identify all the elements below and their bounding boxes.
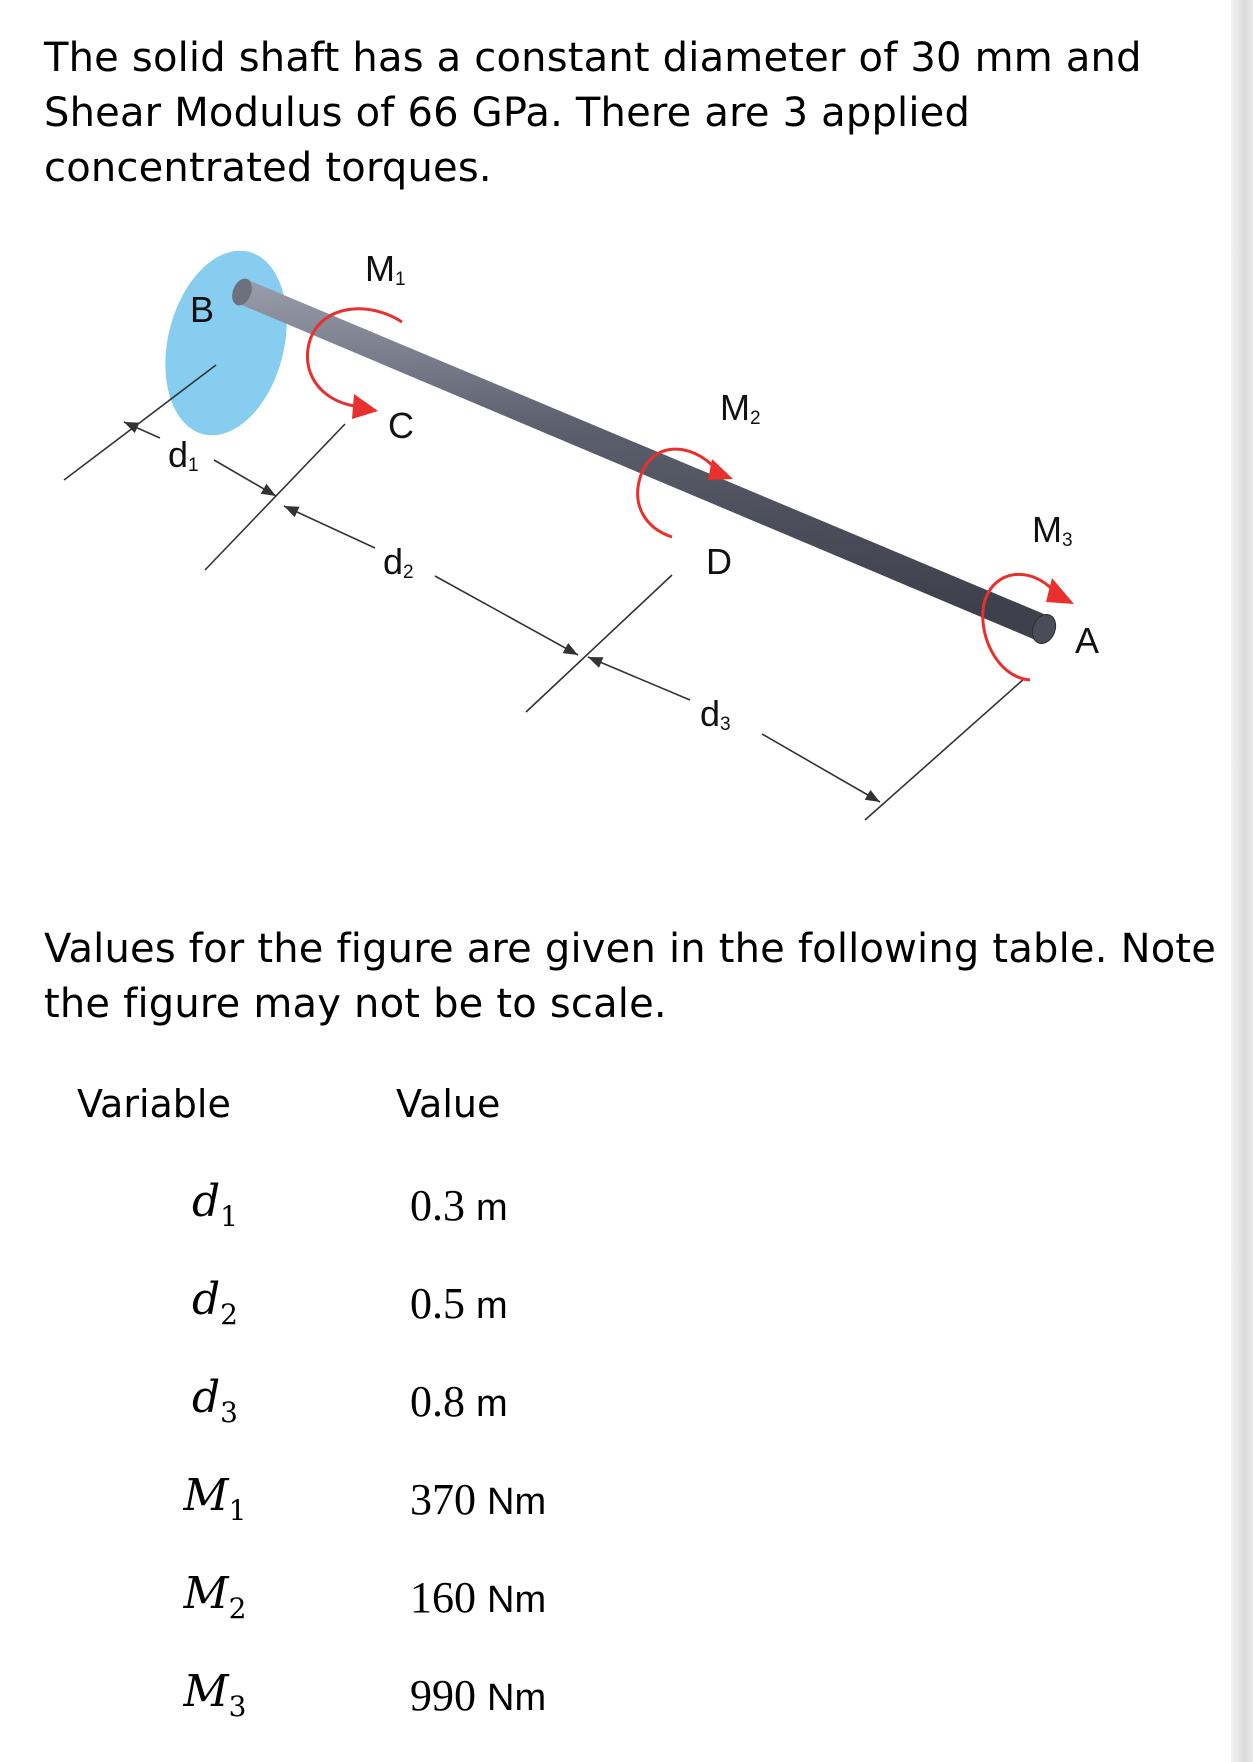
label-m1: M1 (365, 248, 406, 290)
table-note: Values for the figure are given in the following table. Note the figure may not be to scale. (44, 926, 1217, 1027)
label-point-b: B (190, 289, 215, 330)
shaft (228, 276, 1059, 647)
variable-cell: $M_2$ (183, 1568, 247, 1625)
variable-cell: $M_3$ (183, 1666, 247, 1723)
variable-cell: $d_1$ (192, 1176, 238, 1233)
header-variable: Variable (77, 1082, 231, 1126)
value-cell: 0.5 m (410, 1279, 508, 1328)
header-value: Value (396, 1082, 501, 1126)
value-cell: 370 Nm (410, 1475, 547, 1524)
variable-cell: $d_3$ (192, 1372, 238, 1429)
label-d3: d3 (700, 693, 731, 735)
label-point-a: A (1075, 620, 1100, 661)
label-d2: d2 (383, 541, 414, 583)
value-cell: 0.3 m (410, 1181, 508, 1230)
dimension-lines (124, 422, 880, 802)
value-cell: 160 Nm (410, 1573, 547, 1622)
shaft-figure (0, 0, 1253, 880)
value-cell: 990 Nm (410, 1671, 547, 1720)
wall-support (147, 238, 305, 448)
label-m3: M3 (1032, 509, 1073, 551)
value-cell: 0.8 m (410, 1377, 508, 1426)
label-m2: M2 (720, 387, 761, 429)
variable-cell: $M_1$ (183, 1470, 247, 1527)
label-d1: d1 (168, 434, 199, 476)
problem-statement: The solid shaft has a constant diameter of 30 mm and Shear Modulus of 66 GPa. There are 3 applied concentrated torques. (44, 35, 1142, 191)
variable-cell: $d_2$ (192, 1274, 238, 1331)
label-point-d: D (706, 541, 732, 582)
label-point-c: C (388, 405, 414, 446)
